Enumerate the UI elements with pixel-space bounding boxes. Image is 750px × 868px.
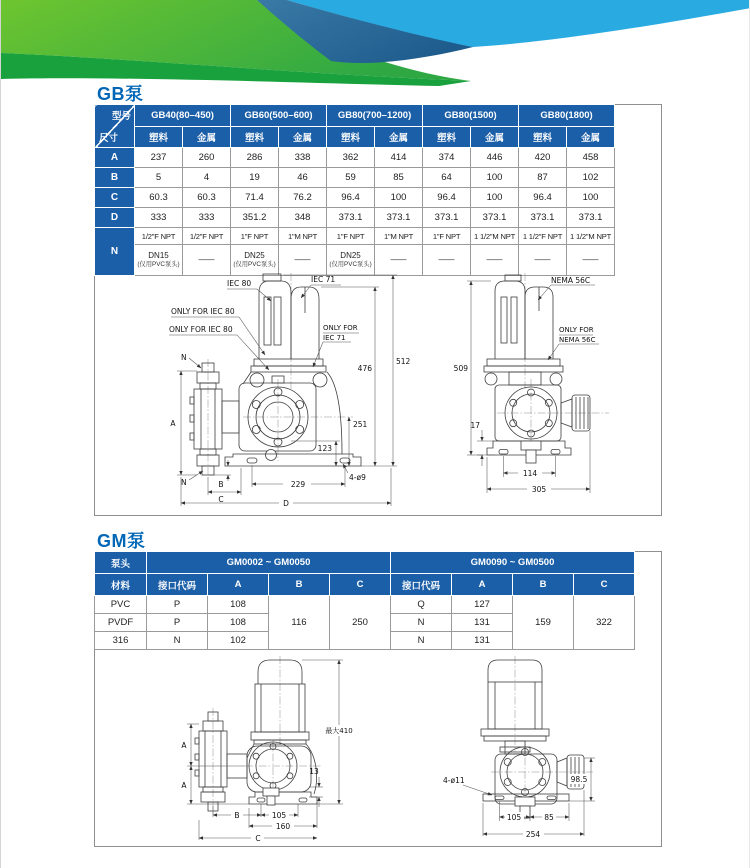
dim-label: C — [255, 834, 261, 842]
dim-label: A — [181, 781, 187, 790]
gb-dimension-table — [94, 104, 615, 276]
dn-value: —— — [582, 255, 599, 264]
cell: 420 — [519, 148, 567, 168]
dim-label: 4-ø11 — [443, 776, 465, 785]
cell: P — [147, 614, 208, 632]
dim-label: D — [283, 499, 289, 508]
dn-value: —— — [198, 255, 215, 264]
subheader-metal: 金属 — [183, 126, 231, 148]
cell: 60.3 — [183, 188, 231, 208]
dim-label: 160 — [275, 822, 291, 831]
cell: 373.1 — [327, 208, 375, 228]
gm-side-view-drawing — [425, 654, 661, 844]
subheader-metal: 金属 — [567, 126, 615, 148]
table-row — [95, 596, 635, 614]
cell: 100 — [471, 168, 519, 188]
gb-col-group: GB80(1500) — [423, 105, 519, 127]
gb-col-group: GB40(80–450) — [135, 105, 231, 127]
cell: N — [391, 614, 452, 632]
cell: 96.4 — [423, 188, 471, 208]
dn-value: —— — [534, 255, 551, 264]
gb-subheader-row — [95, 126, 615, 148]
cell: 5 — [135, 168, 183, 188]
cell: 1"F NPT — [327, 228, 375, 245]
cell: 1"M NPT — [375, 228, 423, 245]
dim-label: 114 — [522, 469, 538, 478]
row-label: A — [95, 148, 135, 168]
material-label: PVC — [95, 596, 147, 614]
dim-label: 476 — [357, 364, 372, 373]
dn-value: —— — [438, 255, 455, 264]
cell: 46 — [279, 168, 327, 188]
dim-label: 251 — [353, 420, 368, 429]
table-row — [95, 208, 615, 228]
dim-label: 512 — [396, 357, 411, 366]
cell: 108 — [208, 596, 269, 614]
cell: 96.4 — [519, 188, 567, 208]
dim-label: 13 — [309, 767, 319, 776]
dn-note: (仅用PVC泵头) — [137, 261, 180, 268]
dim-label: NEMA 56C — [551, 276, 591, 285]
table-row — [95, 168, 615, 188]
col-code: 接口代码 — [391, 574, 452, 596]
row-label: B — [95, 168, 135, 188]
cell: 19 — [231, 168, 279, 188]
gm-front-view-drawing — [151, 654, 436, 842]
dn-value: —— — [390, 255, 407, 264]
dim-label: IEC 71 — [311, 275, 336, 284]
cell: 102 — [567, 168, 615, 188]
cell: 59 — [327, 168, 375, 188]
subheader-plastic: 塑料 — [327, 126, 375, 148]
cell: 1 1/2"F NPT — [519, 228, 567, 245]
dn-value: —— — [294, 255, 311, 264]
cell: 1/2"F NPT — [135, 228, 183, 245]
cell: 1"F NPT — [231, 228, 279, 245]
subheader-metal: 金属 — [471, 126, 519, 148]
gb-section-box — [94, 104, 662, 516]
gm-dimension-table — [94, 551, 635, 650]
material-label: 316 — [95, 632, 147, 650]
corner-model-label: 型号 — [111, 111, 131, 122]
cell: P — [147, 596, 208, 614]
gb-header-row — [95, 105, 615, 127]
cell: 71.4 — [231, 188, 279, 208]
gm-subheader-row — [95, 574, 635, 596]
cell: 338 — [279, 148, 327, 168]
dim-label: 229 — [290, 480, 306, 489]
cell: 373.1 — [375, 208, 423, 228]
cell: 102 — [208, 632, 269, 650]
cell: 87 — [519, 168, 567, 188]
cell-merged: 322 — [574, 596, 635, 650]
gb-front-view-drawing — [151, 271, 461, 514]
subheader-plastic: 塑料 — [423, 126, 471, 148]
cell: 333 — [183, 208, 231, 228]
dim-label: 105 — [271, 811, 287, 820]
row-label: C — [95, 188, 135, 208]
cell: 131 — [452, 614, 513, 632]
subheader-metal: 金属 — [279, 126, 327, 148]
dim-label: NEMA 56C — [559, 336, 596, 344]
cell: 131 — [452, 632, 513, 650]
cell: 373.1 — [423, 208, 471, 228]
cell-merged: 159 — [513, 596, 574, 650]
subheader-plastic: 塑料 — [135, 126, 183, 148]
dim-label: A — [181, 741, 187, 750]
corner-size-label: 尺寸 — [99, 133, 119, 144]
cell: 348 — [279, 208, 327, 228]
cell: 85 — [375, 168, 423, 188]
col-a: A — [208, 574, 269, 596]
cell: 362 — [327, 148, 375, 168]
dim-label: 最大410 — [325, 727, 353, 735]
dn-note: (仅用PVC泵头) — [233, 261, 276, 268]
row-label: D — [95, 208, 135, 228]
cell: N — [147, 632, 208, 650]
dn-note: (仅用PVC泵头) — [329, 261, 372, 268]
dim-label: B — [218, 480, 224, 489]
cell: N — [391, 632, 452, 650]
cell: 414 — [375, 148, 423, 168]
dn-value: DN25 — [244, 251, 265, 260]
dim-label: IEC 80 — [227, 279, 252, 288]
dim-label: 98.5 — [570, 775, 588, 784]
dimension-labels — [169, 275, 411, 508]
dim-label: ONLY FOR — [323, 324, 358, 332]
pump-outline — [484, 275, 590, 455]
dn-value: DN25 — [340, 251, 361, 260]
dim-label: C — [218, 495, 224, 504]
cell: 373.1 — [519, 208, 567, 228]
gm-section-box — [94, 551, 662, 847]
cell: 373.1 — [567, 208, 615, 228]
dim-label: 509 — [453, 364, 468, 373]
dim-label: 123 — [317, 444, 332, 453]
cell: 237 — [135, 148, 183, 168]
cell: 127 — [452, 596, 513, 614]
pump-outline — [190, 274, 361, 475]
cell: 374 — [423, 148, 471, 168]
col-c: C — [574, 574, 635, 596]
dn-value: DN15 — [148, 251, 169, 260]
table-row-npt — [95, 228, 615, 245]
dim-label: 305 — [531, 485, 547, 494]
gb-col-group: GB80(1800) — [519, 105, 615, 127]
table-row — [95, 148, 615, 168]
cell: 333 — [135, 208, 183, 228]
cell: 108 — [208, 614, 269, 632]
cell: 1 1/2"M NPT — [471, 228, 519, 245]
cell: 100 — [567, 188, 615, 208]
dim-label: IEC 71 — [323, 334, 346, 342]
cell-merged: 116 — [269, 596, 330, 650]
cell: 4 — [183, 168, 231, 188]
gm-corner-bottom: 材料 — [95, 574, 147, 596]
dn-value: —— — [486, 255, 503, 264]
gb-col-group: GB60(500–600) — [231, 105, 327, 127]
cell-merged: 250 — [330, 596, 391, 650]
cell: 351.2 — [231, 208, 279, 228]
gb-col-group: GB80(700–1200) — [327, 105, 423, 127]
dimension-labels — [443, 775, 588, 839]
cell: 1"M NPT — [279, 228, 327, 245]
cell: 100 — [471, 188, 519, 208]
dim-label: ONLY FOR IEC 80 — [171, 307, 235, 316]
row-label-n: N — [95, 228, 135, 276]
dimension-labels — [181, 726, 352, 842]
cell: 458 — [567, 148, 615, 168]
dim-label: N — [181, 478, 187, 487]
gm-header-row — [95, 552, 635, 574]
dim-label: ONLY FOR — [559, 326, 594, 334]
cell: 60.3 — [135, 188, 183, 208]
gm-col-group: GM0090 ~ GM0500 — [391, 552, 635, 574]
dim-label: A — [170, 419, 176, 428]
cell: Q — [391, 596, 452, 614]
dimension-lines — [187, 660, 343, 840]
cell: 286 — [231, 148, 279, 168]
pump-outline — [481, 660, 584, 804]
cell: 373.1 — [471, 208, 519, 228]
cell: 1"F NPT — [423, 228, 471, 245]
gb-section-title: GB泵 — [97, 84, 144, 104]
dim-label: 254 — [525, 830, 541, 839]
gm-corner-top: 泵头 — [95, 552, 147, 574]
cell: 96.4 — [327, 188, 375, 208]
material-label: PVDF — [95, 614, 147, 632]
dim-label: 17 — [470, 421, 480, 430]
col-b: B — [269, 574, 330, 596]
cell: 1/2"F NPT — [183, 228, 231, 245]
cell: 100 — [375, 188, 423, 208]
cell: 446 — [471, 148, 519, 168]
subheader-plastic: 塑料 — [231, 126, 279, 148]
gb-side-view-drawing — [447, 271, 659, 514]
cell: 64 — [423, 168, 471, 188]
gb-corner-cell — [95, 105, 135, 148]
dim-label: ONLY FOR IEC 80 — [169, 325, 233, 334]
bottom-valve — [263, 788, 279, 805]
subheader-metal: 金属 — [375, 126, 423, 148]
dim-label: B — [234, 811, 240, 820]
dim-label: 105 — [506, 813, 522, 822]
col-a: A — [452, 574, 513, 596]
bottom-valve — [521, 441, 541, 463]
gm-section-title: GM泵 — [97, 531, 146, 551]
col-c: C — [330, 574, 391, 596]
dim-label: 4-ø9 — [349, 473, 366, 482]
dim-label: N — [181, 353, 187, 362]
dim-label: 85 — [544, 813, 554, 822]
gm-col-group: GM0002 ~ GM0050 — [147, 552, 391, 574]
cell: 1 1/2"M NPT — [567, 228, 615, 245]
cell: 260 — [183, 148, 231, 168]
header-graphic — [1, 0, 750, 92]
cell: 76.2 — [279, 188, 327, 208]
table-row — [95, 188, 615, 208]
pump-outline — [195, 660, 317, 811]
col-b: B — [513, 574, 574, 596]
subheader-plastic: 塑料 — [519, 126, 567, 148]
col-code: 接口代码 — [147, 574, 208, 596]
